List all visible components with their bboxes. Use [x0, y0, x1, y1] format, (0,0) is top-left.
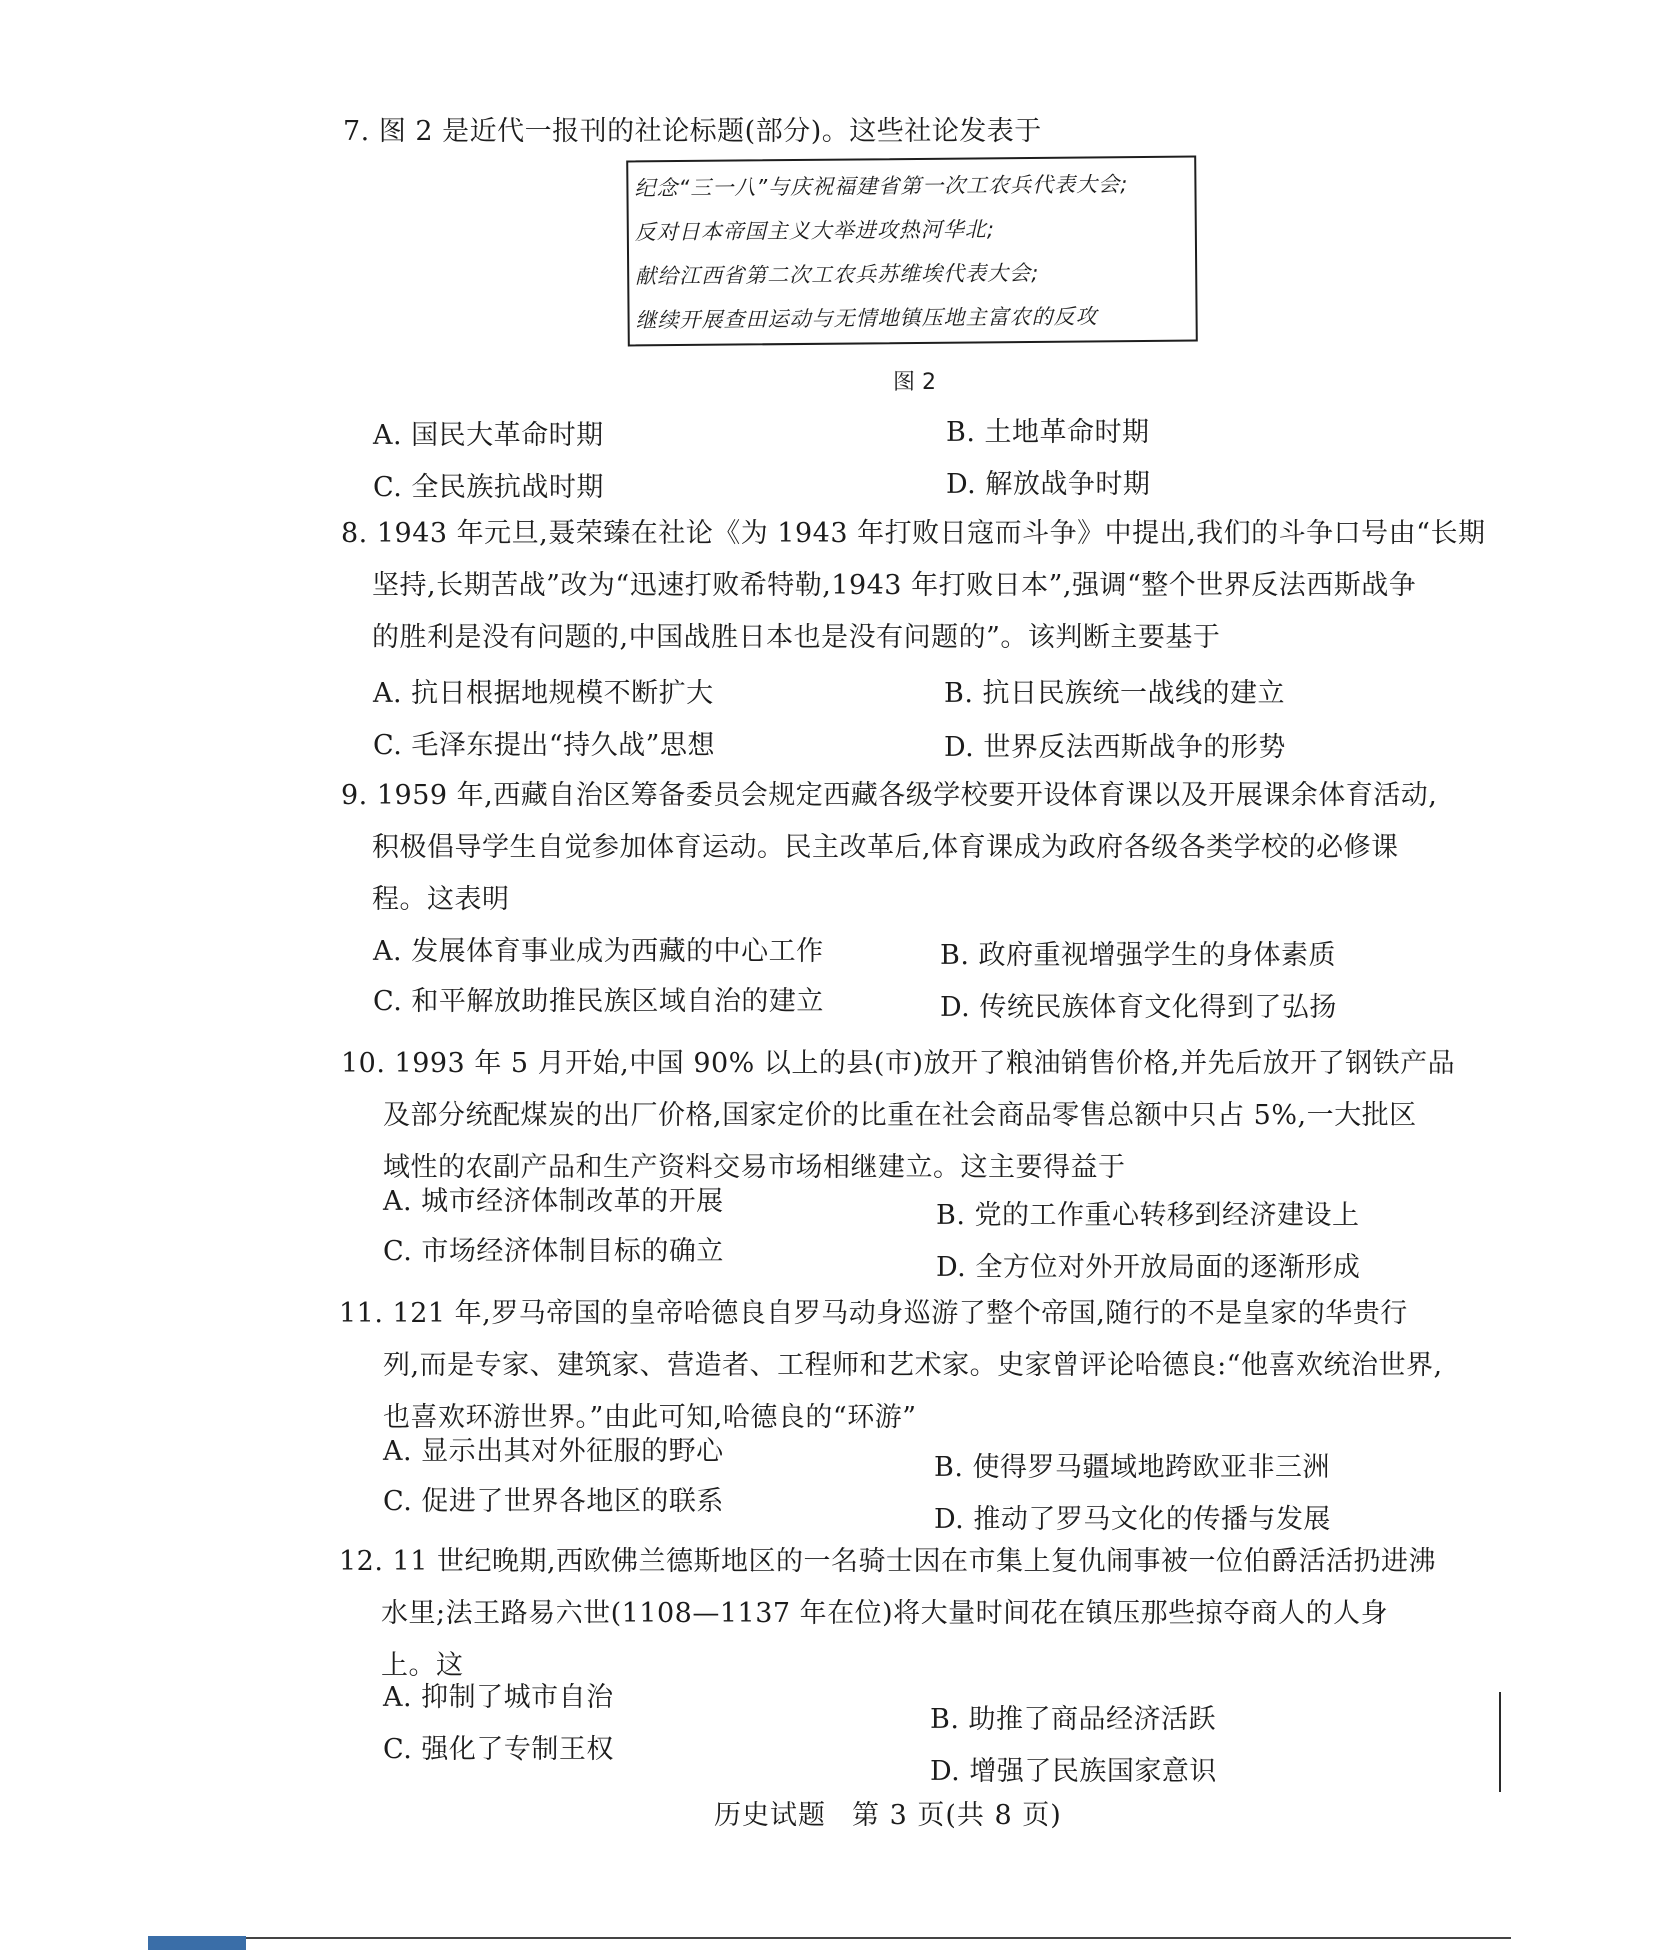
- figure-2-line-1: 纪念“三一八”与庆祝福建省第一次工农兵代表大会;: [634, 172, 1129, 201]
- question-11: [339, 1288, 1443, 1444]
- bottom-blue-tab: [148, 1936, 246, 1950]
- q10-option-b[interactable]: B. 党的工作重心转移到经济建设上: [936, 1200, 1360, 1231]
- question-9-stem: 9. 1959 年,西藏自治区筹备委员会规定西藏各级学校要开设体育课以及开展课余体育活动,: [341, 780, 1438, 811]
- figure-2-line-4: 继续开展查田运动与无情地镇压地主富农的反攻: [635, 304, 1098, 333]
- question-8-stem: 8. 1943 年元旦,聂荣臻在社论《为 1943 年打败日寇而斗争》中提出,我们的斗争口号由“长期: [341, 518, 1486, 549]
- q11-option-a[interactable]: A. 显示出其对外征服的野心: [383, 1436, 724, 1467]
- q11-option-b[interactable]: B. 使得罗马疆域地跨欧亚非三洲: [934, 1452, 1331, 1483]
- figure-2-caption: 图 2: [893, 370, 936, 395]
- footer-subject: 历史试题: [714, 1800, 826, 1831]
- question-9-line-2: 积极倡导学生自觉参加体育运动。民主改革后,体育课成为政府各级各类学校的必修课: [372, 832, 1399, 863]
- question-10-line-2: 及部分统配煤炭的出厂价格,国家定价的比重在社会商品零售总额中只占 5%,一大批区: [383, 1100, 1417, 1131]
- q8-option-b[interactable]: B. 抗日民族统一战线的建立: [944, 678, 1286, 709]
- q10-option-d[interactable]: D. 全方位对外开放局面的逐渐形成: [936, 1252, 1361, 1283]
- question-12-line-3: 上。这: [381, 1650, 464, 1681]
- q9-option-d[interactable]: D. 传统民族体育文化得到了弘扬: [940, 992, 1337, 1023]
- question-7: [343, 106, 1042, 158]
- q8-option-c[interactable]: C. 毛泽东提出“持久战”思想: [373, 730, 715, 761]
- question-10: [341, 1038, 1455, 1194]
- q10-option-a[interactable]: A. 城市经济体制改革的开展: [383, 1186, 724, 1217]
- question-11-line-3: 也喜欢环游世界。”由此可知,哈德良的“环游”: [383, 1402, 917, 1433]
- q7-option-a[interactable]: A. 国民大革命时期: [373, 420, 604, 451]
- figure-2-line-2: 反对日本帝国主义大举进攻热河华北;: [634, 217, 995, 245]
- q12-option-a[interactable]: A. 抑制了城市自治: [383, 1682, 614, 1713]
- footer-page-number: 第 3 页(共 8 页): [852, 1800, 1062, 1831]
- question-7-stem: 7. 图 2 是近代一报刊的社论标题(部分)。这些社论发表于: [343, 116, 1042, 147]
- question-12-line-2: 水里;法王路易六世(1108—1137 年在位)将大量时间花在镇压那些掠夺商人的人身: [381, 1598, 1389, 1629]
- question-12: [339, 1536, 1436, 1692]
- scan-edge-mark: [1499, 1692, 1501, 1792]
- question-9-line-3: 程。这表明: [372, 884, 510, 915]
- figure-2-editorial-titles: [626, 156, 1198, 347]
- question-11-stem: 11. 121 年,罗马帝国的皇帝哈德良自罗马动身巡游了整个帝国,随行的不是皇家的华贵行: [339, 1298, 1408, 1329]
- q10-option-c[interactable]: C. 市场经济体制目标的确立: [383, 1236, 724, 1267]
- q12-option-d[interactable]: D. 增强了民族国家意识: [930, 1756, 1217, 1787]
- q11-option-d[interactable]: D. 推动了罗马文化的传播与发展: [934, 1504, 1331, 1535]
- question-11-line-2: 列,而是专家、建筑家、营造者、工程师和艺术家。史家曾评论哈德良:“他喜欢统治世界,: [383, 1350, 1443, 1381]
- question-8-line-2: 坚持,长期苦战”改为“迅速打败希特勒,1943 年打败日本”,强调“整个世界反法西斯战争: [372, 570, 1417, 601]
- q9-option-a[interactable]: A. 发展体育事业成为西藏的中心工作: [373, 936, 824, 967]
- q7-option-c[interactable]: C. 全民族抗战时期: [373, 472, 604, 503]
- q12-option-b[interactable]: B. 助推了商品经济活跃: [930, 1704, 1217, 1735]
- question-10-line-3: 域性的农副产品和生产资料交易市场相继建立。这主要得益于: [383, 1152, 1126, 1183]
- figure-2-line-3: 献给江西省第二次工农兵苏维埃代表大会;: [635, 260, 1040, 289]
- question-9: [341, 770, 1437, 926]
- q7-option-b[interactable]: B. 土地革命时期: [946, 417, 1150, 448]
- question-12-stem: 12. 11 世纪晚期,西欧佛兰德斯地区的一名骑士因在市集上复仇闹事被一位伯爵活活扔进沸: [339, 1546, 1437, 1577]
- question-8-line-3: 的胜利是没有问题的,中国战胜日本也是没有问题的”。该判断主要基于: [372, 622, 1221, 653]
- q8-option-a[interactable]: A. 抗日根据地规模不断扩大: [373, 678, 714, 709]
- q9-option-c[interactable]: C. 和平解放助推民族区域自治的建立: [373, 986, 824, 1017]
- question-10-stem: 10. 1993 年 5 月开始,中国 90% 以上的县(市)放开了粮油销售价格,并先后放开了钢铁产品: [341, 1048, 1456, 1079]
- bottom-divider: [148, 1937, 1511, 1939]
- q7-option-d[interactable]: D. 解放战争时期: [946, 469, 1151, 500]
- q9-option-b[interactable]: B. 政府重视增强学生的身体素质: [940, 940, 1337, 971]
- q8-option-d[interactable]: D. 世界反法西斯战争的形势: [944, 732, 1286, 763]
- q11-option-c[interactable]: C. 促进了世界各地区的联系: [383, 1486, 724, 1517]
- question-8: [341, 508, 1485, 664]
- q12-option-c[interactable]: C. 强化了专制王权: [383, 1734, 614, 1765]
- page-footer: [714, 1796, 1062, 1836]
